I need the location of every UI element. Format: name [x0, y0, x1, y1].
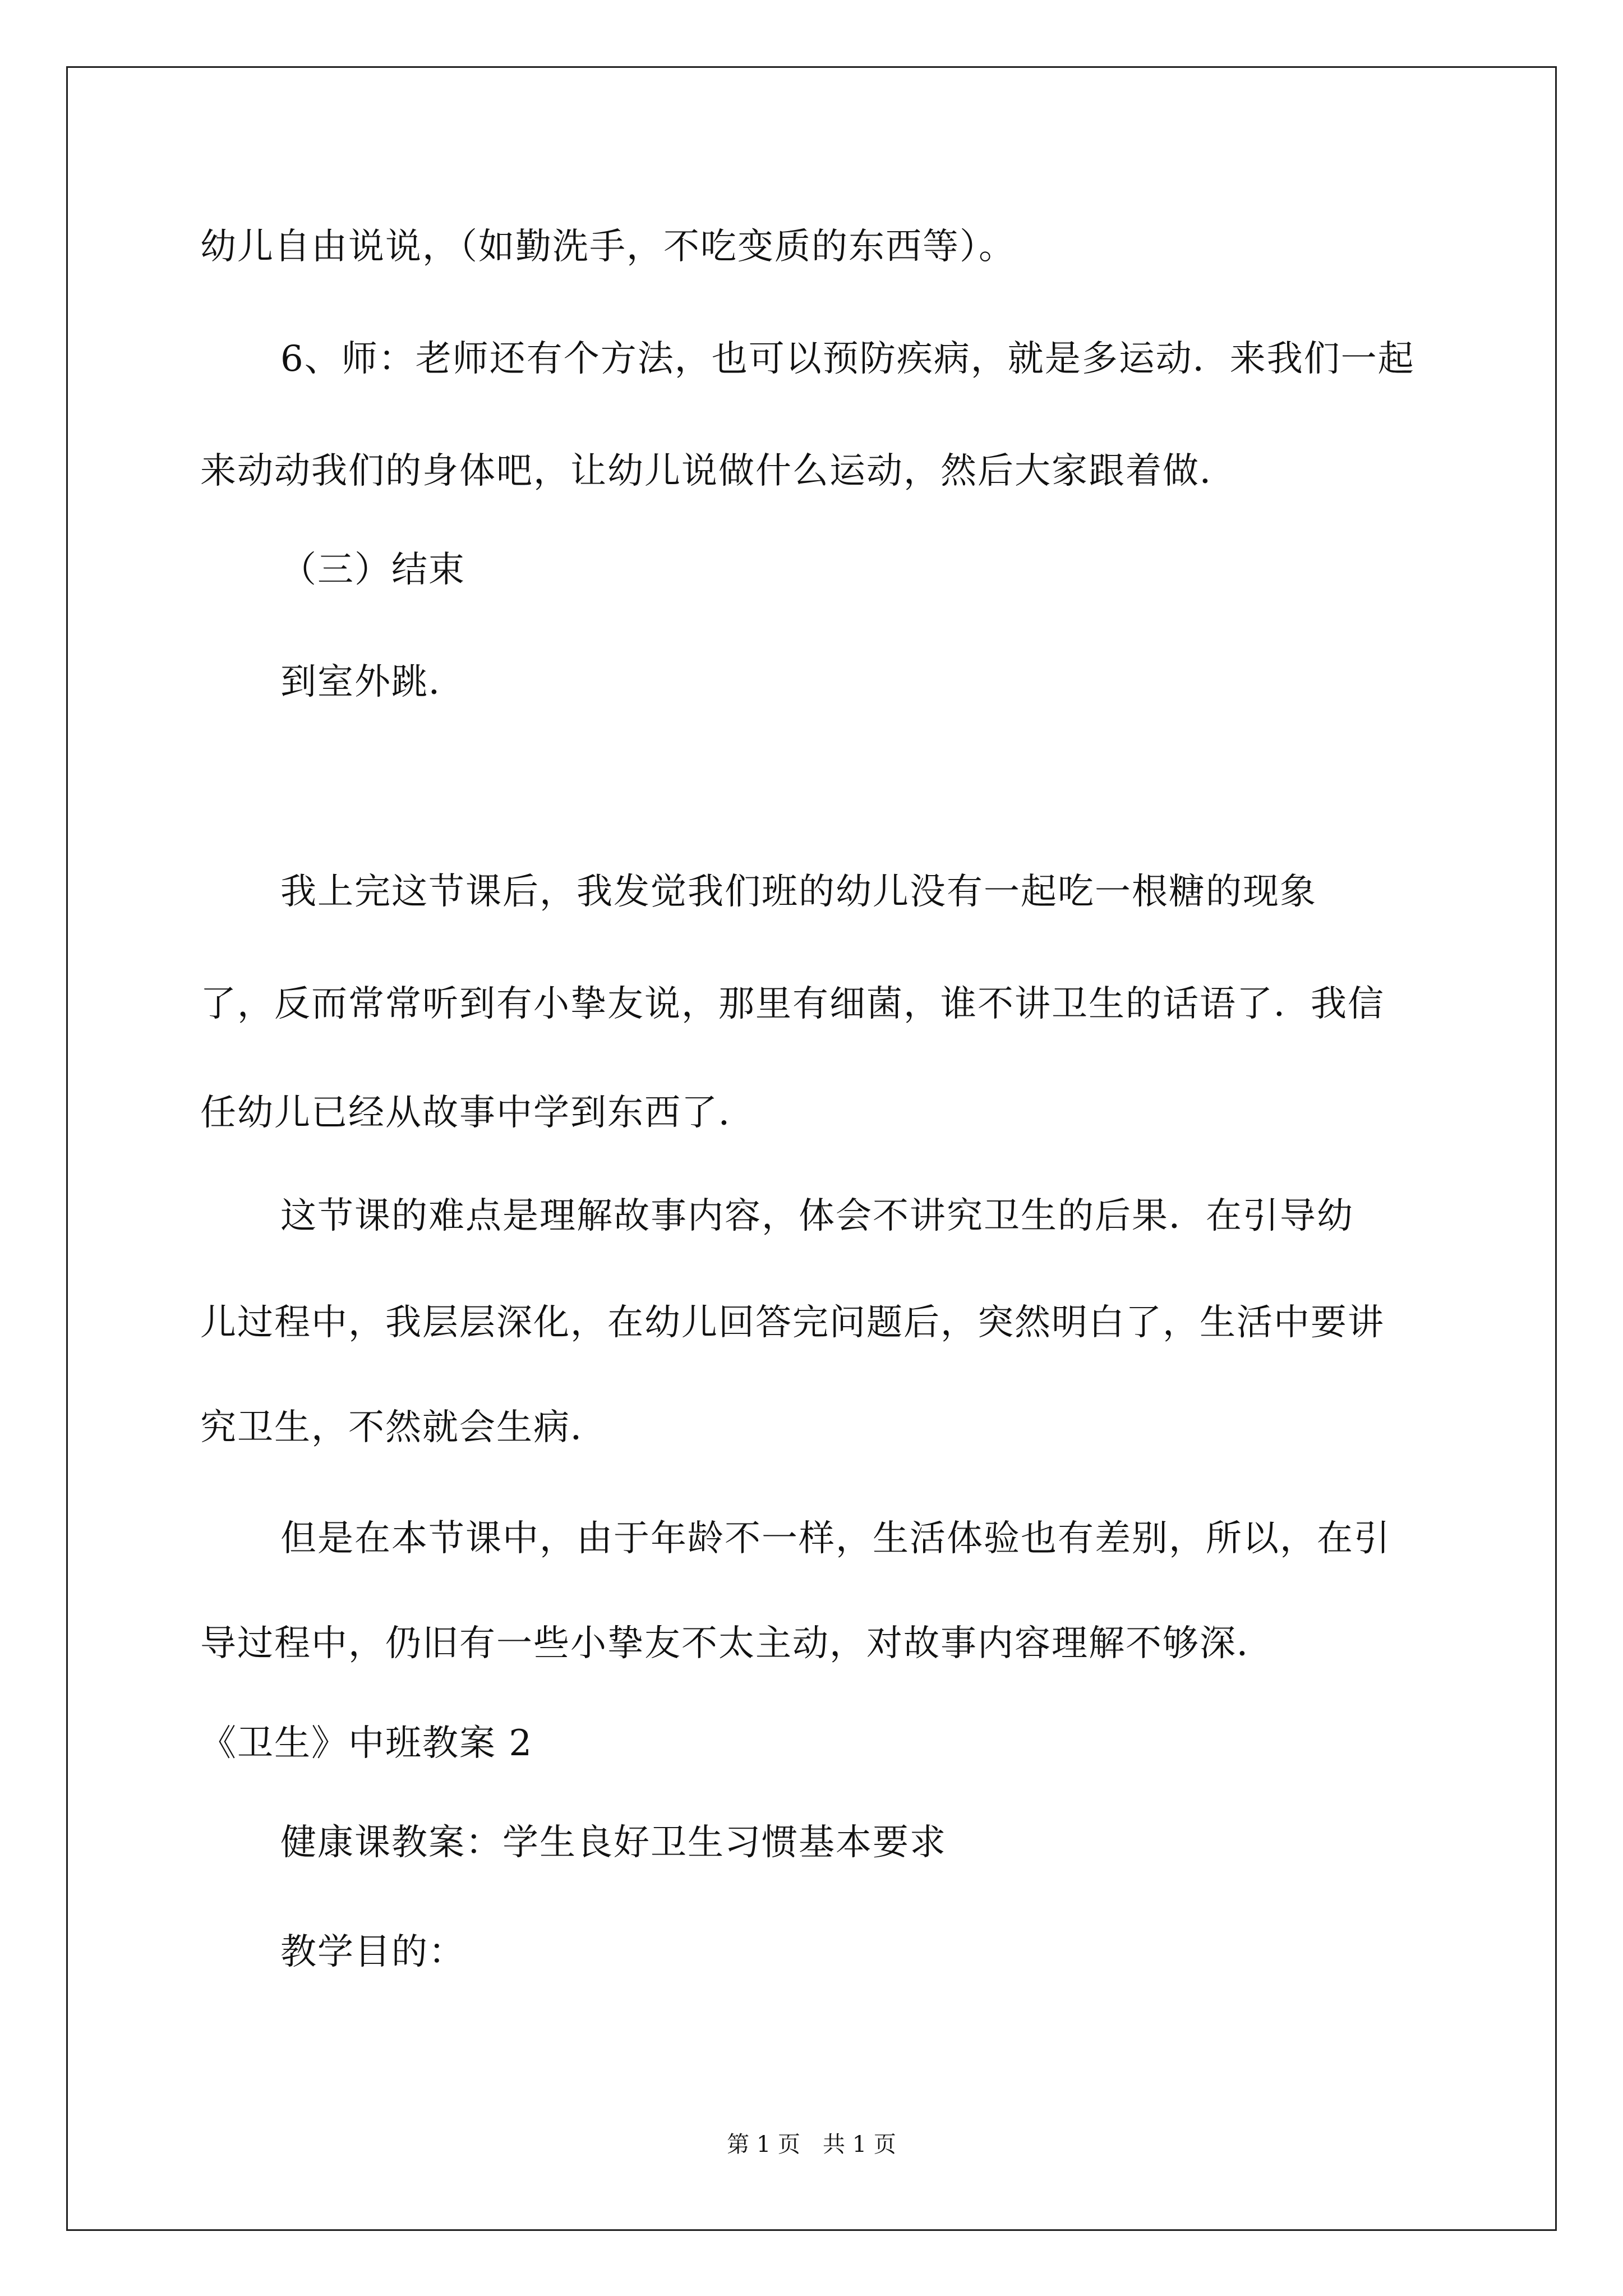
document-title: 《卫生》中班教案 2 [200, 1723, 533, 1764]
text-line: 健康课教案：学生良好卫生习惯基本要求 [280, 1822, 947, 1864]
page-border [66, 66, 1557, 2231]
text-line: 到室外跳． [280, 661, 465, 703]
text-line: 任幼儿已经从故事中学到东西了． [200, 1092, 755, 1134]
section-heading: （三）结束 [280, 549, 465, 591]
page-footer: 第 1 页 共 1 页 [727, 2132, 896, 2157]
text-line: 导过程中，仍旧有一些小挚友不太主动，对故事内容理解不够深． [200, 1623, 1274, 1664]
text-line: 幼儿自由说说，（如勤洗手，不吃变质的东西等）。 [200, 226, 1016, 268]
text-line: 6、师：老师还有个方法，也可以预防疾病，就是多运动．来我们一起 [280, 338, 1415, 380]
text-line: 儿过程中，我层层深化，在幼儿回答完问题后，突然明白了，生活中要讲 [200, 1302, 1385, 1343]
text-line: 但是在本节课中，由于年龄不一样，生活体验也有差别，所以，在引 [280, 1518, 1391, 1559]
text-line: 教学目的： [280, 1931, 465, 1973]
text-line: 了，反而常常听到有小挚友说，那里有细菌，谁不讲卫生的话语了．我信 [200, 983, 1385, 1025]
text-line: 我上完这节课后，我发觉我们班的幼儿没有一起吃一根糖的现象 [280, 871, 1317, 913]
text-line: 来动动我们的身体吧，让幼儿说做什么运动，然后大家跟着做． [200, 450, 1237, 492]
text-line: 这节课的难点是理解故事内容，体会不讲究卫生的后果．在引导幼 [280, 1195, 1354, 1237]
text-line: 究卫生，不然就会生病． [200, 1407, 607, 1448]
